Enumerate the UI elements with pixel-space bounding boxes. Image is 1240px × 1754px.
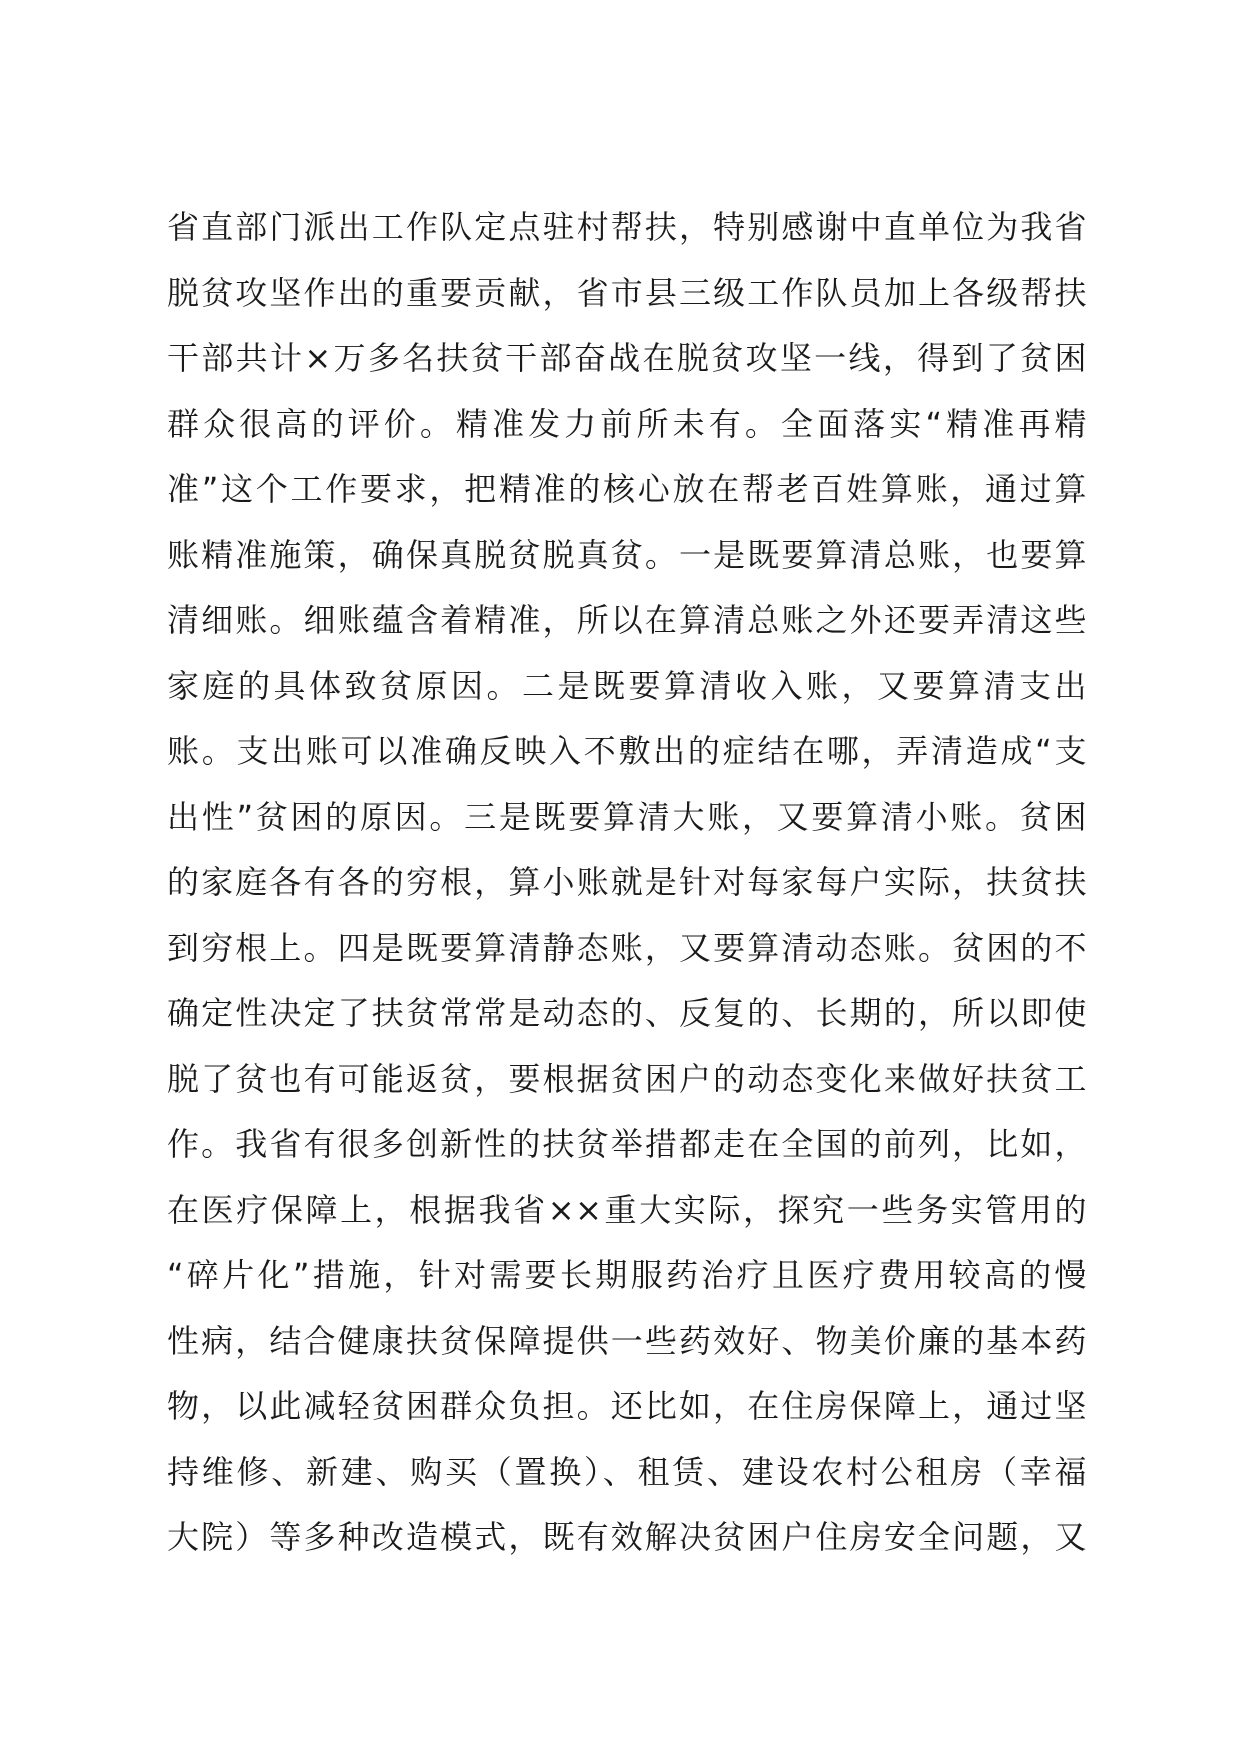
text-line: 作。我省有很多创新性的扶贫举措都走在全国的前列，比如，	[167, 1125, 1087, 1163]
text-line: 家庭的具体致贫原因。二是既要算清收入账，又要算清支出	[167, 666, 1087, 705]
text-line: 脱了贫也有可能返贫，要根据贫困户的动态变化来做好扶贫工	[167, 1059, 1087, 1098]
text-line: 到穷根上。四是既要算清静态账，又要算清动态账。贫困的不	[167, 928, 1087, 967]
body-text	[167, 195, 1087, 1571]
text-line: 确定性决定了扶贫常常是动态的、反复的、长期的，所以即使	[167, 994, 1087, 1032]
text-line: 大院）等多种改造模式，既有效解决贫困户住房安全问题，又	[167, 1518, 1087, 1556]
text-line: 账。支出账可以准确反映入不敷出的症结在哪，弄清造成“支	[167, 732, 1087, 770]
text-line: 持维修、新建、购买（置换）、租赁、建设农村公租房（幸福	[167, 1452, 1087, 1491]
text-line: 清细账。细账蕴含着精准，所以在算清总账之外还要弄清这些	[167, 601, 1087, 639]
text-line: 省直部门派出工作队定点驻村帮扶，特别感谢中直单位为我省	[167, 208, 1087, 246]
text-line: 群众很高的评价。精准发力前所未有。全面落实“精准再精	[167, 404, 1087, 443]
text-line: 物，以此减轻贫困群众负担。还比如，在住房保障上，通过坚	[167, 1387, 1087, 1425]
text-line: 性病，结合健康扶贫保障提供一些药效好、物美价廉的基本药	[167, 1321, 1087, 1360]
text-line: 出性”贫困的原因。三是既要算清大账，又要算清小账。贫困	[167, 797, 1087, 836]
text-line: 的家庭各有各的穷根，算小账就是针对每家每户实际，扶贫扶	[167, 863, 1087, 901]
text-line: 账精准施策，确保真脱贫脱真贫。一是既要算清总账，也要算	[167, 535, 1087, 574]
text-line: “碎片化”措施，针对需要长期服药治疗且医疗费用较高的慢	[167, 1256, 1087, 1294]
text-line: 在医疗保障上，根据我省××重大实际，探究一些务实管用的	[167, 1190, 1087, 1229]
text-line: 干部共计×万多名扶贫干部奋战在脱贫攻坚一线，得到了贫困	[167, 339, 1087, 377]
text-line: 准”这个工作要求，把精准的核心放在帮老百姓算账，通过算	[167, 470, 1087, 508]
text-line: 脱贫攻坚作出的重要贡献，省市县三级工作队员加上各级帮扶	[167, 273, 1087, 312]
